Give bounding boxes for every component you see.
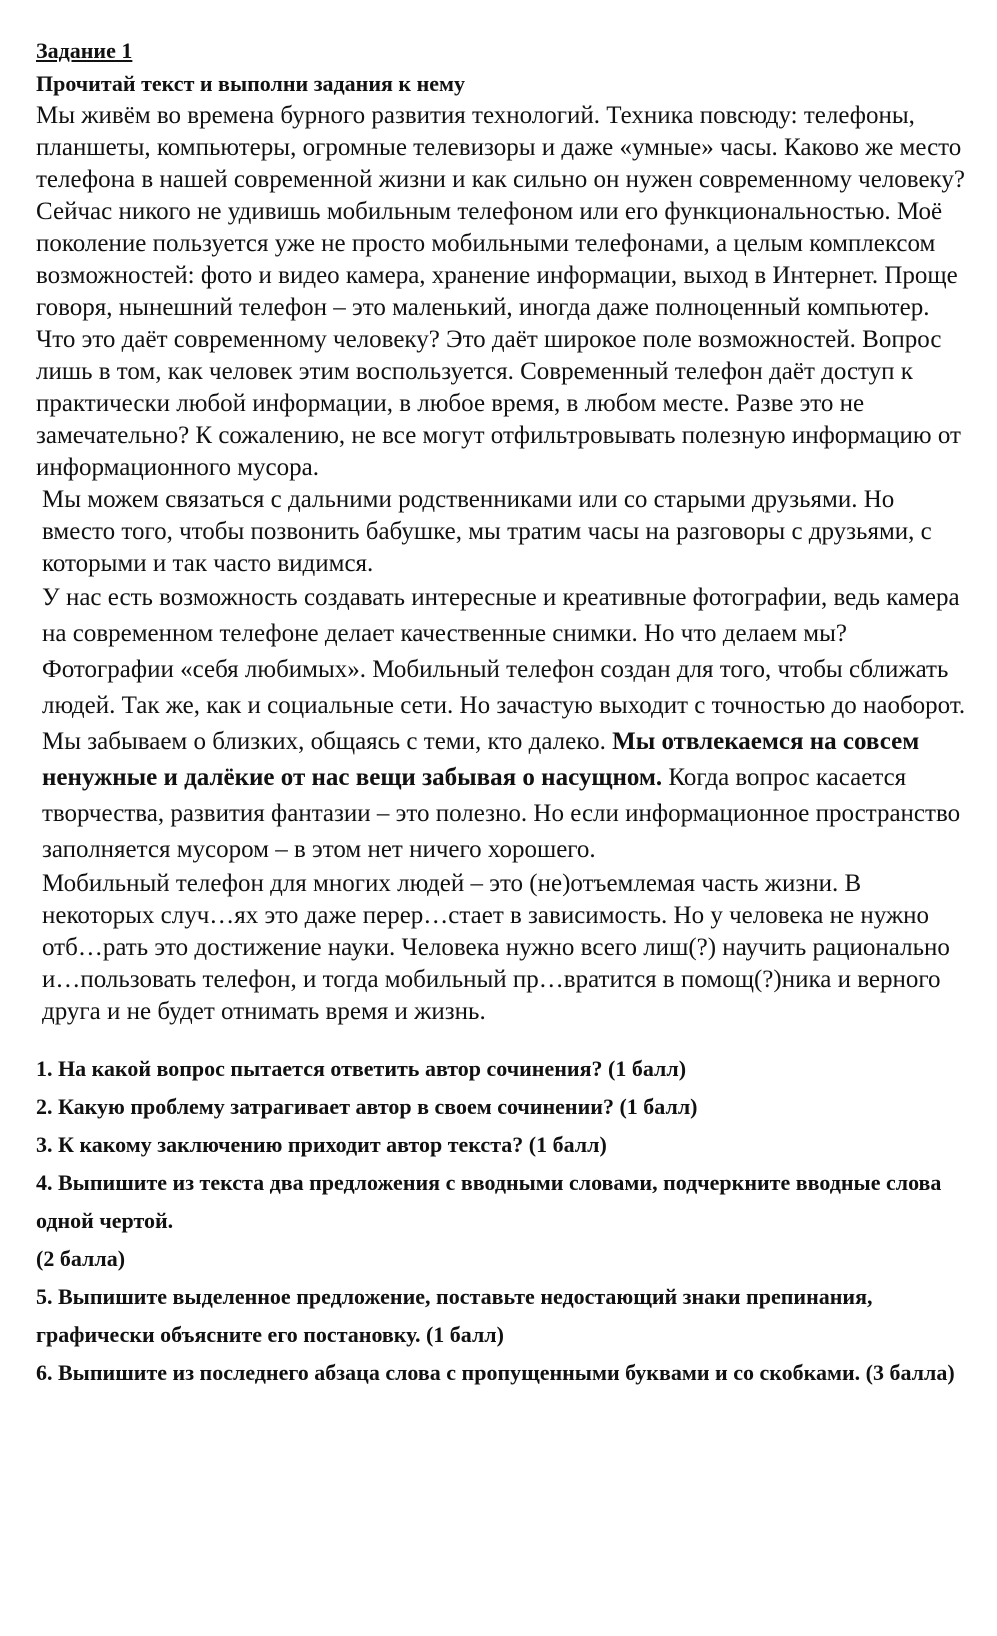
question-item: 2. Какую проблему затрагивает автор в своем сочинении? (1 балл)	[36, 1094, 698, 1119]
paragraph-5	[36, 580, 966, 868]
paragraph-5-end: Когда вопрос касается творчества, развития фантазии – это полезно. Но если информационное пространство заполняется мусором – в этом нет ничего хорошего.	[42, 764, 961, 863]
paragraph-1: Мы живём во времена бурного развития технологий. Техника повсюду: телефоны, планшеты, компьютеры, огромные телевизоры и даже «умные» часы. Каково же место телефона в нашей современной жизни и как сильно он нужен современному человеку?	[36, 102, 965, 193]
question-item: 5. Выпишите выделенное предложение, поставьте недостающий знаки препинания, графически объясните его постановку. (1 балл)	[36, 1284, 873, 1347]
paragraph-3: Что это даёт современному человеку? Это даёт широкое поле возможностей. Вопрос лишь в том, как человек этим воспользуется. Современный телефон даёт доступ к практически любой информации, в любое время, в любом месте. Разве это не замечательно? К сожалению, не все могут отфильтровывать полезную информацию от информационного мусора.	[36, 326, 961, 481]
question-item: (2 балла)	[36, 1246, 126, 1271]
document-page	[36, 34, 966, 1392]
paragraph-4: Мы можем связаться с дальними родственниками или со старыми друзьями. Но вместо того, чтобы позвонить бабушке, мы тратим часы на разговоры с друзьями, с которыми и так часто видимся.	[42, 486, 932, 577]
paragraph-5-start: У нас есть возможность создавать интересные и креативные фотографии, ведь камера на современном телефоне делает качественные снимки. Но что делаем мы? Фотографии «себя любимых». Мобильный телефон создан для того, чтобы сближать людей. Так же, как и социальные сети. Но зачастую выходит с точностью до наоборот. Мы забываем о близких, общаясь с теми, кто далеко.	[42, 584, 966, 755]
task-instruction: Прочитай текст и выполни задания к нему	[36, 71, 466, 96]
reading-text	[36, 100, 966, 1028]
question-item: 4. Выпишите из текста два предложения с вводными словами, подчеркните вводные слова одной чертой.	[36, 1170, 942, 1233]
question-list	[36, 1050, 966, 1392]
task-title: Задание 1	[36, 38, 133, 63]
question-item: 3. К какому заключению приходит автор текста? (1 балл)	[36, 1132, 607, 1157]
question-item: 1. На какой вопрос пытается ответить автор сочинения? (1 балл)	[36, 1056, 687, 1081]
paragraph-6: Мобильный телефон для многих людей – это (не)отъемлемая часть жизни. В некоторых случ…ях это даже перер…стает в зависимость. Но у человека не нужно отб…рать это достижение науки. Человека нужно всего лиш(?) научить рационально и…пользовать телефон, и тогда мобильный пр…вратится в помощ(?)ника и верного друга и не будет отнимать время и жизнь.	[42, 870, 950, 1025]
highlighted-sentence: Мы отвлекаемся на совсем ненужные и далёкие от нас вещи забывая о насущном.	[42, 728, 920, 791]
question-item: 6. Выпишите из последнего абзаца слова с пропущенными буквами и со скобками. (3 балла)	[36, 1360, 955, 1385]
paragraph-2: Сейчас никого не удивишь мобильным телефоном или его функциональностью. Моё поколение пользуется уже не просто мобильными телефонами, а целым комплексом возможностей: фото и видео камера, хранение информации, выход в Интернет. Проще говоря, нынешний телефон – это маленький, иногда даже полноценный компьютер.	[36, 198, 958, 321]
